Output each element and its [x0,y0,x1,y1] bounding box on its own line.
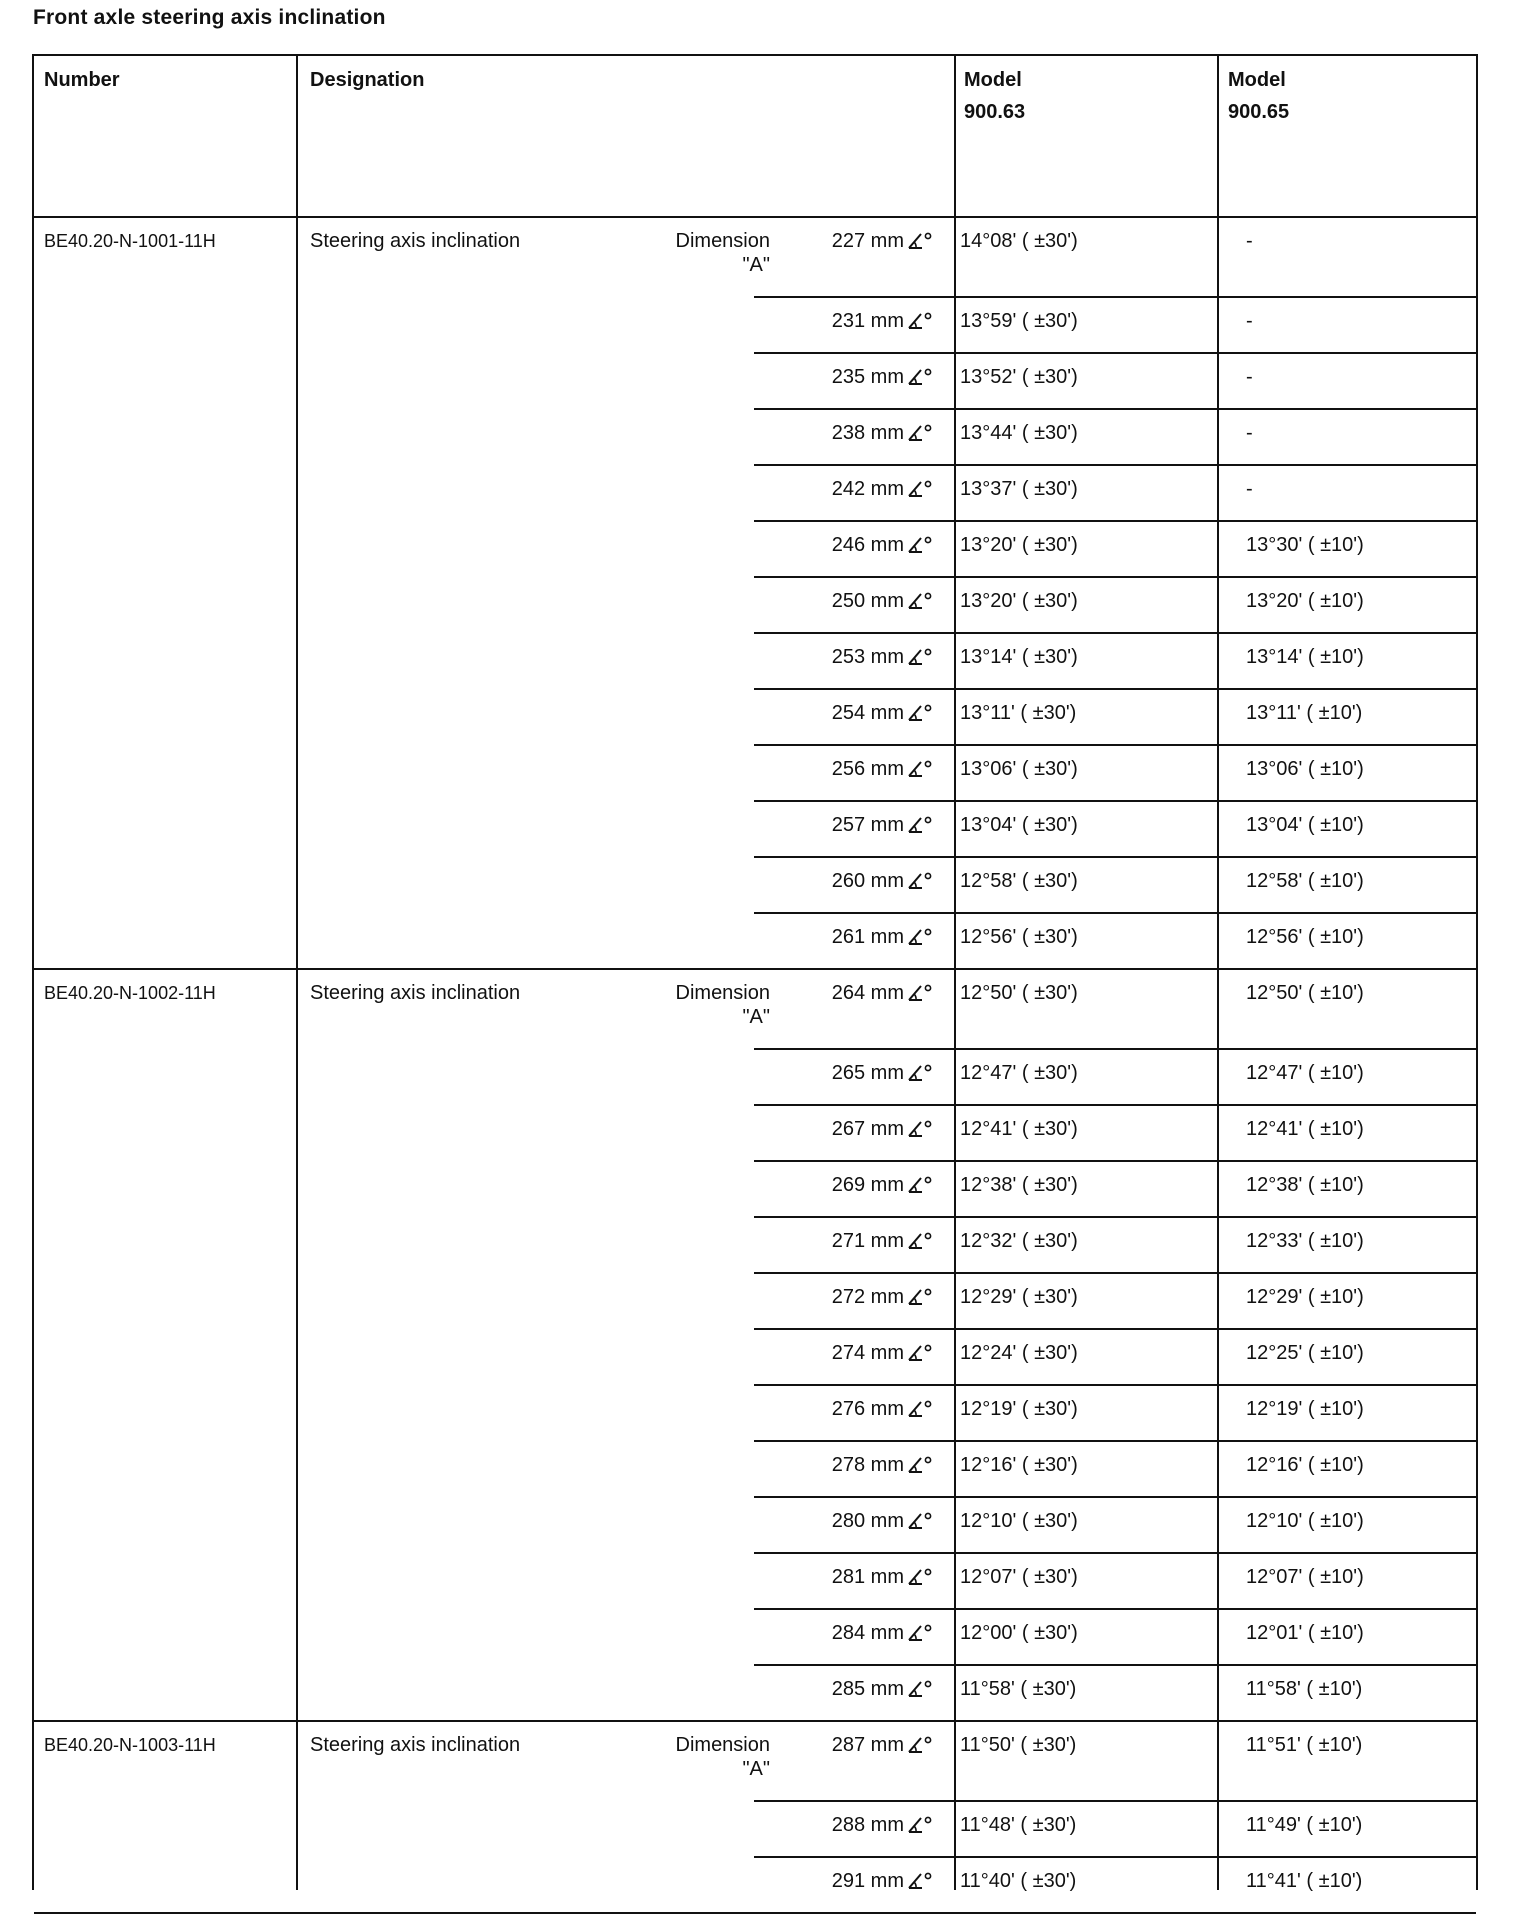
model-a-value: 12°00' ( ±30') [960,1622,1078,1644]
model-b-value: - [1246,366,1253,388]
model-b-value: - [1246,230,1253,252]
row-divider [754,1496,1476,1498]
model-a-value: 13°59' ( ±30') [960,310,1078,332]
model-a-value: 13°20' ( ±30') [960,534,1078,556]
model-a-value: 12°56' ( ±30') [960,926,1078,948]
dimension-value: 272 mm [831,1286,904,1308]
angle-degree-icon [906,422,934,444]
dimension-value: 264 mm [831,982,904,1004]
model-a-value: 12°19' ( ±30') [960,1398,1078,1420]
model-b-value: 11°51' ( ±10') [1246,1734,1363,1756]
row-divider [754,464,1476,466]
model-a-value: 11°50' ( ±30') [960,1734,1077,1756]
row-divider [754,1856,1476,1858]
header-model-a-code: 900.63 [964,101,1026,123]
model-b-value: - [1246,422,1253,444]
dimension-code: "A" [742,254,770,276]
angle-degree-icon [906,478,934,500]
model-b-value: 12°38' ( ±10') [1246,1174,1364,1196]
dimension-value: 274 mm [831,1342,904,1364]
model-a-value: 12°58' ( ±30') [960,870,1078,892]
model-a-value: 14°08' ( ±30') [960,230,1078,252]
model-a-value: 12°41' ( ±30') [960,1118,1078,1140]
angle-degree-icon [906,1062,934,1084]
model-a-value: 11°48' ( ±30') [960,1814,1077,1836]
model-a-value: 13°11' ( ±30') [960,702,1077,724]
angle-degree-icon [906,1566,934,1588]
model-a-value: 11°40' ( ±30') [960,1870,1077,1892]
angle-degree-icon [906,758,934,780]
angle-degree-icon [906,1342,934,1364]
model-a-value: 13°06' ( ±30') [960,758,1078,780]
angle-degree-icon [906,590,934,612]
dimension-value: 269 mm [831,1174,904,1196]
model-b-value: 12°16' ( ±10') [1246,1454,1364,1476]
dimension-code: "A" [742,1006,770,1028]
row-divider [754,1664,1476,1666]
row-divider [754,1216,1476,1218]
angle-degree-icon [906,1678,934,1700]
dimension-value: 288 mm [831,1814,904,1836]
angle-degree-icon [906,1510,934,1532]
dimension-value: 285 mm [831,1678,904,1700]
model-b-value: 12°29' ( ±10') [1246,1286,1364,1308]
angle-degree-icon [906,646,934,668]
group-divider [34,968,1476,970]
model-a-value: 12°47' ( ±30') [960,1062,1078,1084]
row-divider [754,408,1476,410]
dimension-value: 238 mm [831,422,904,444]
model-a-value: 12°32' ( ±30') [960,1230,1078,1252]
model-b-value: 13°14' ( ±10') [1246,646,1364,668]
model-a-value: 12°16' ( ±30') [960,1454,1078,1476]
dimension-value: 242 mm [831,478,904,500]
model-b-value: - [1246,310,1253,332]
row-divider [754,1440,1476,1442]
row-divider [754,352,1476,354]
dimension-value: 278 mm [831,1454,904,1476]
dimension-value: 253 mm [831,646,904,668]
designation: Steering axis inclination [310,982,521,1004]
angle-degree-icon [906,982,934,1004]
angle-degree-icon [906,1622,934,1644]
dimension-label: Dimension [675,982,770,1004]
column-divider [1217,56,1219,1890]
dimension-value: 287 mm [831,1734,904,1756]
model-b-value: 12°50' ( ±10') [1246,982,1364,1004]
row-divider [754,1384,1476,1386]
dimension-value: 267 mm [831,1118,904,1140]
model-b-value: 13°11' ( ±10') [1246,702,1363,724]
dimension-label: Dimension [675,1734,770,1756]
model-b-value: 12°47' ( ±10') [1246,1062,1364,1084]
header-number: Number [44,69,120,91]
row-divider [754,856,1476,858]
group-divider [34,1720,1476,1722]
header-divider [34,216,1476,218]
angle-degree-icon [906,1118,934,1140]
dimension-value: 231 mm [831,310,904,332]
model-b-value: 11°49' ( ±10') [1246,1814,1363,1836]
angle-degree-icon [906,870,934,892]
model-b-value: 12°33' ( ±10') [1246,1230,1364,1252]
row-divider [754,296,1476,298]
row-divider [754,1160,1476,1162]
model-a-value: 12°38' ( ±30') [960,1174,1078,1196]
dimension-value: 250 mm [831,590,904,612]
column-divider [296,56,298,1890]
header-model-a-label: Model [964,69,1022,91]
model-a-value: 13°37' ( ±30') [960,478,1078,500]
row-divider [754,800,1476,802]
header-designation: Designation [310,69,425,91]
part-number: BE40.20-N-1003-11H [44,1735,216,1755]
dimension-value: 227 mm [831,230,904,252]
model-a-value: 12°07' ( ±30') [960,1566,1078,1588]
model-b-value: 12°01' ( ±10') [1246,1622,1364,1644]
model-a-value: 11°58' ( ±30') [960,1678,1077,1700]
dimension-value: 265 mm [831,1062,904,1084]
row-divider [754,632,1476,634]
row-divider [754,1608,1476,1610]
model-a-value: 13°20' ( ±30') [960,590,1078,612]
row-divider [754,1552,1476,1554]
row-divider [754,912,1476,914]
dimension-value: 291 mm [831,1870,904,1892]
model-b-value: 12°41' ( ±10') [1246,1118,1364,1140]
angle-degree-icon [906,366,934,388]
row-divider [754,688,1476,690]
angle-degree-icon [906,1734,934,1756]
dimension-value: 246 mm [831,534,904,556]
model-a-value: 12°24' ( ±30') [960,1342,1078,1364]
angle-degree-icon [906,1814,934,1836]
part-number: BE40.20-N-1002-11H [44,983,216,1003]
angle-degree-icon [906,230,934,252]
dimension-value: 271 mm [831,1230,904,1252]
header-model-b-code: 900.65 [1228,101,1290,123]
angle-degree-icon [906,1398,934,1420]
header-model-b-label: Model [1228,69,1286,91]
model-b-value: - [1246,478,1253,500]
dimension-value: 235 mm [831,366,904,388]
angle-degree-icon [906,1870,934,1892]
row-divider [754,1800,1476,1802]
model-a-value: 13°52' ( ±30') [960,366,1078,388]
dimension-value: 276 mm [831,1398,904,1420]
row-divider [754,744,1476,746]
model-a-value: 12°10' ( ±30') [960,1510,1078,1532]
dimension-label: Dimension [675,230,770,252]
designation: Steering axis inclination [310,1734,521,1756]
angle-degree-icon [906,814,934,836]
page-title: Front axle steering axis inclination [33,6,386,29]
model-b-value: 13°04' ( ±10') [1246,814,1364,836]
model-a-value: 12°29' ( ±30') [960,1286,1078,1308]
dimension-value: 284 mm [831,1622,904,1644]
dimension-value: 256 mm [831,758,904,780]
row-divider [754,1048,1476,1050]
model-a-value: 13°44' ( ±30') [960,422,1078,444]
angle-degree-icon [906,534,934,556]
designation: Steering axis inclination [310,230,521,252]
model-b-value: 12°10' ( ±10') [1246,1510,1364,1532]
dimension-value: 254 mm [831,702,904,724]
row-divider [754,1104,1476,1106]
dimension-value: 281 mm [831,1566,904,1588]
dimension-value: 280 mm [831,1510,904,1532]
dimension-value: 261 mm [831,926,904,948]
dimension-value: 257 mm [831,814,904,836]
angle-degree-icon [906,702,934,724]
spec-table [32,54,1478,1890]
angle-degree-icon [906,1174,934,1196]
model-b-value: 12°19' ( ±10') [1246,1398,1364,1420]
model-b-value: 11°41' ( ±10') [1246,1870,1363,1892]
row-divider [754,520,1476,522]
model-b-value: 13°30' ( ±10') [1246,534,1364,556]
angle-degree-icon [906,310,934,332]
part-number: BE40.20-N-1001-11H [44,231,216,251]
model-b-value: 12°25' ( ±10') [1246,1342,1364,1364]
row-divider [754,1272,1476,1274]
dimension-value: 260 mm [831,870,904,892]
angle-degree-icon [906,1230,934,1252]
model-b-value: 13°06' ( ±10') [1246,758,1364,780]
model-b-value: 12°58' ( ±10') [1246,870,1364,892]
dimension-code: "A" [742,1758,770,1780]
angle-degree-icon [906,926,934,948]
model-a-value: 13°14' ( ±30') [960,646,1078,668]
row-divider [754,1328,1476,1330]
column-divider [954,56,956,1890]
model-b-value: 13°20' ( ±10') [1246,590,1364,612]
model-a-value: 12°50' ( ±30') [960,982,1078,1004]
model-a-value: 13°04' ( ±30') [960,814,1078,836]
angle-degree-icon [906,1454,934,1476]
model-b-value: 12°07' ( ±10') [1246,1566,1364,1588]
angle-degree-icon [906,1286,934,1308]
row-divider [754,576,1476,578]
model-b-value: 12°56' ( ±10') [1246,926,1364,948]
model-b-value: 11°58' ( ±10') [1246,1678,1363,1700]
